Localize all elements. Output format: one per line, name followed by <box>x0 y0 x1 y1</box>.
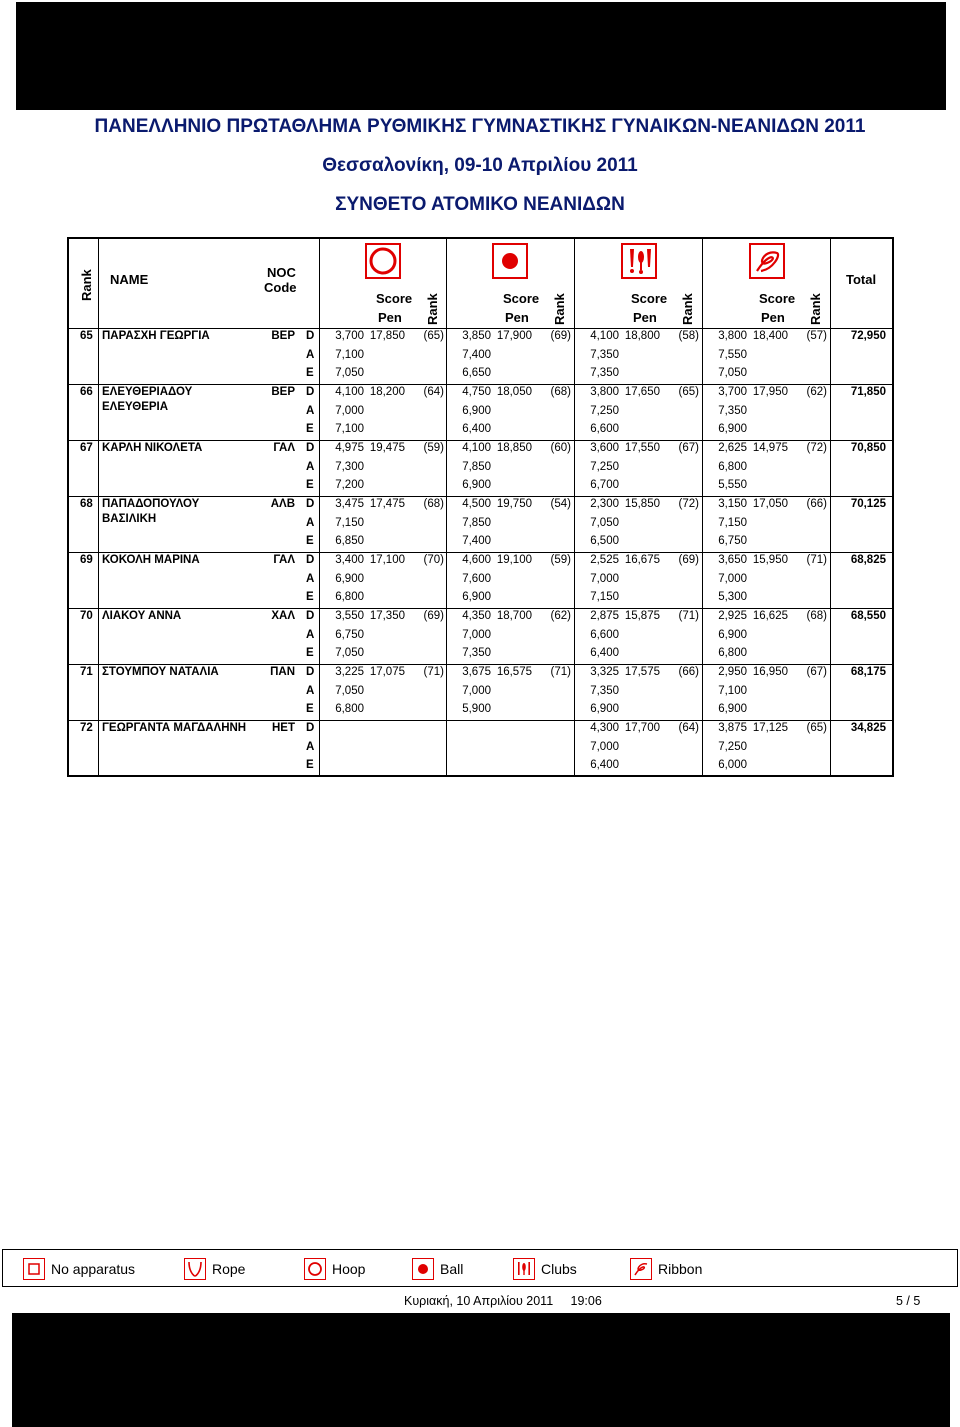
athlete-name: ΒΑΣΙΛΙΚΗ <box>102 513 157 525</box>
e-score: 6,800 <box>335 591 364 604</box>
e-score: 6,700 <box>590 479 619 492</box>
a-score: 7,250 <box>590 404 619 417</box>
athlete-noc: ΒΕΡ <box>271 386 295 398</box>
e-score: 7,400 <box>462 535 491 548</box>
athlete-name: ΠΑΠΑΔΟΠΟΥΛΟΥ <box>102 498 200 510</box>
d-score: 4,600 <box>462 554 491 566</box>
athlete-noc: ΑΛΒ <box>270 498 295 510</box>
line-label: D <box>306 442 315 454</box>
line-label: E <box>306 647 314 660</box>
rope-icon <box>184 1258 206 1280</box>
apparatus-rank: (72) <box>806 442 827 454</box>
d-score: 4,100 <box>335 386 364 398</box>
a-score: 7,100 <box>335 348 364 361</box>
top-banner <box>16 2 946 110</box>
apparatus-rank: (58) <box>678 330 699 342</box>
e-score: 7,350 <box>462 647 491 660</box>
d-score: 3,600 <box>590 442 619 454</box>
apparatus-score: 15,850 <box>624 498 660 510</box>
a-score: 7,000 <box>590 740 619 753</box>
line-label: A <box>306 740 315 753</box>
apparatus-rank: (59) <box>550 554 571 566</box>
apparatus-rank: (65) <box>678 386 699 398</box>
athlete-total: 34,825 <box>850 722 886 734</box>
athlete-name: ΚΑΡΛΗ ΝΙΚΟΛΕΤΑ <box>102 442 203 454</box>
clubs-icon <box>621 243 657 279</box>
d-score: 2,950 <box>718 666 747 678</box>
apparatus-rank-header: Rank <box>552 293 567 325</box>
line-label: D <box>306 610 315 622</box>
athlete-total: 70,125 <box>850 498 886 510</box>
apparatus-rank: (69) <box>423 610 444 622</box>
pen-header: Pen <box>378 310 402 325</box>
athlete-noc: ΓΑΛ <box>273 442 295 454</box>
apparatus-score: 17,950 <box>752 386 788 398</box>
e-score: 5,900 <box>462 703 491 716</box>
e-score: 6,900 <box>462 479 491 492</box>
apparatus-rank-header: Rank <box>680 293 695 325</box>
legend-ball: Ball <box>412 1255 463 1283</box>
hoop-icon <box>304 1258 326 1280</box>
apparatus-rank: (70) <box>423 554 444 566</box>
a-score: 7,000 <box>462 628 491 641</box>
e-score: 6,400 <box>590 759 619 772</box>
e-score: 7,050 <box>335 367 364 380</box>
athlete-total: 68,175 <box>850 666 886 678</box>
apparatus-score: 17,850 <box>369 330 405 342</box>
legend-ribbon: Ribbon <box>630 1255 702 1283</box>
apparatus-rank: (68) <box>806 610 827 622</box>
athlete-rank: 66 <box>80 386 93 398</box>
d-score: 3,650 <box>718 554 747 566</box>
d-score: 3,475 <box>335 498 364 510</box>
d-score: 3,875 <box>718 722 747 734</box>
apparatus-score: 16,675 <box>624 554 660 566</box>
athlete-rank: 72 <box>80 722 93 734</box>
athlete-name: ΕΛΕΥΘΕΡΙΑ <box>102 401 169 413</box>
apparatus-rank-header: Rank <box>425 293 440 325</box>
apparatus-score: 16,950 <box>752 666 788 678</box>
name-header: NAME <box>110 272 149 287</box>
score-header: Score <box>503 291 540 306</box>
a-score: 7,150 <box>718 516 747 529</box>
apparatus-rank: (54) <box>550 498 571 510</box>
apparatus-rank: (67) <box>806 666 827 678</box>
legend-no-apparatus: No apparatus <box>23 1255 135 1283</box>
apparatus-rank: (72) <box>678 498 699 510</box>
legend-rope: Rope <box>184 1255 245 1283</box>
athlete-noc: ΧΑΛ <box>271 610 295 622</box>
footer-page: 5 / 5 <box>896 1294 921 1308</box>
apparatus-score: 17,125 <box>752 722 788 734</box>
d-score: 4,975 <box>335 442 364 454</box>
line-label: D <box>306 666 315 678</box>
e-score: 6,400 <box>462 423 491 436</box>
rank-header: Rank <box>79 269 94 301</box>
e-score: 7,200 <box>335 479 364 492</box>
apparatus-rank: (59) <box>423 442 444 454</box>
line-label: E <box>306 367 314 380</box>
a-score: 7,400 <box>462 348 491 361</box>
athlete-total: 72,950 <box>850 330 886 342</box>
a-score: 7,350 <box>590 684 619 697</box>
ribbon-icon <box>630 1258 652 1280</box>
e-score: 6,400 <box>590 647 619 660</box>
e-score: 6,900 <box>590 703 619 716</box>
athlete-noc: ΒΕΡ <box>271 330 295 342</box>
e-score: 7,350 <box>590 367 619 380</box>
d-score: 4,100 <box>590 330 619 342</box>
a-score: 7,550 <box>718 348 747 361</box>
apparatus-legend <box>2 1249 958 1287</box>
apparatus-score: 17,050 <box>752 498 788 510</box>
apparatus-score: 16,575 <box>496 666 532 678</box>
line-label: D <box>306 722 315 734</box>
a-score: 7,250 <box>590 460 619 473</box>
line-label: A <box>306 628 315 641</box>
athlete-name: ΓΕΩΡΓΑΝΤΑ ΜΑΓΔΑΛΗΝΗ <box>102 722 247 734</box>
apparatus-rank: (71) <box>550 666 571 678</box>
no-apparatus-icon <box>23 1258 45 1280</box>
a-score: 6,900 <box>718 628 747 641</box>
apparatus-rank: (64) <box>423 386 444 398</box>
apparatus-rank: (60) <box>550 442 571 454</box>
apparatus-score: 15,875 <box>624 610 660 622</box>
e-score: 6,900 <box>718 423 747 436</box>
apparatus-rank-header: Rank <box>808 293 823 325</box>
apparatus-rank: (65) <box>423 330 444 342</box>
a-score: 7,600 <box>462 572 491 585</box>
d-score: 4,300 <box>590 722 619 734</box>
apparatus-rank: (62) <box>550 610 571 622</box>
apparatus-score: 17,575 <box>624 666 660 678</box>
apparatus-rank: (66) <box>678 666 699 678</box>
d-score: 3,700 <box>718 386 747 398</box>
apparatus-score: 18,800 <box>624 330 660 342</box>
a-score: 6,900 <box>335 572 364 585</box>
e-score: 6,900 <box>718 703 747 716</box>
line-label: D <box>306 554 315 566</box>
athlete-rank: 65 <box>80 330 93 342</box>
legend-hoop: Hoop <box>304 1255 365 1283</box>
score-header: Score <box>631 291 668 306</box>
apparatus-score: 17,550 <box>624 442 660 454</box>
d-score: 2,875 <box>590 610 619 622</box>
e-score: 7,050 <box>335 647 364 660</box>
d-score: 3,700 <box>335 330 364 342</box>
line-label: D <box>306 498 315 510</box>
athlete-noc: ΠΑΝ <box>270 666 295 678</box>
apparatus-rank: (71) <box>678 610 699 622</box>
apparatus-score: 17,075 <box>369 666 405 678</box>
apparatus-rank: (65) <box>806 722 827 734</box>
e-score: 6,000 <box>718 759 747 772</box>
d-score: 3,325 <box>590 666 619 678</box>
e-score: 7,100 <box>335 423 364 436</box>
a-score: 7,000 <box>718 572 747 585</box>
a-score: 6,800 <box>718 460 747 473</box>
line-label: E <box>306 535 314 548</box>
a-score: 6,600 <box>590 628 619 641</box>
total-header: Total <box>846 272 877 287</box>
apparatus-score: 17,700 <box>624 722 660 734</box>
line-label: A <box>306 460 315 473</box>
apparatus-rank: (67) <box>678 442 699 454</box>
a-score: 7,300 <box>335 460 364 473</box>
apparatus-score: 14,975 <box>752 442 788 454</box>
d-score: 3,225 <box>335 666 364 678</box>
e-score: 6,900 <box>462 591 491 604</box>
place-date: Θεσσαλονίκη, 09-10 Απριλίου 2011 <box>322 155 638 176</box>
d-score: 4,750 <box>462 386 491 398</box>
a-score: 6,900 <box>462 404 491 417</box>
athlete-name: ΠΑΡΑΣΧΗ ΓΕΩΡΓΙΑ <box>102 330 210 342</box>
apparatus-score: 18,050 <box>496 386 532 398</box>
e-score: 6,650 <box>462 367 491 380</box>
a-score: 7,350 <box>590 348 619 361</box>
line-label: E <box>306 703 314 716</box>
clubs-icon <box>513 1258 535 1280</box>
a-score: 7,350 <box>718 404 747 417</box>
noc-header: NOC <box>267 265 296 280</box>
hoop-icon <box>365 243 401 279</box>
apparatus-score: 17,650 <box>624 386 660 398</box>
a-score: 7,150 <box>335 516 364 529</box>
apparatus-rank: (71) <box>806 554 827 566</box>
pen-header: Pen <box>633 310 657 325</box>
e-score: 6,750 <box>718 535 747 548</box>
apparatus-score: 19,750 <box>496 498 532 510</box>
bottom-banner <box>12 1313 950 1427</box>
e-score: 7,150 <box>590 591 619 604</box>
athlete-total: 71,850 <box>850 386 886 398</box>
e-score: 5,300 <box>718 591 747 604</box>
apparatus-rank: (62) <box>806 386 827 398</box>
apparatus-score: 17,900 <box>496 330 532 342</box>
d-score: 2,625 <box>718 442 747 454</box>
apparatus-rank: (68) <box>550 386 571 398</box>
line-label: E <box>306 423 314 436</box>
d-score: 2,525 <box>590 554 619 566</box>
athlete-name: ΛΙΑΚΟΥ ΑΝΝΑ <box>102 610 182 622</box>
apparatus-score: 16,625 <box>752 610 788 622</box>
d-score: 2,925 <box>718 610 747 622</box>
apparatus-rank: (69) <box>678 554 699 566</box>
apparatus-score: 18,700 <box>496 610 532 622</box>
apparatus-rank: (68) <box>423 498 444 510</box>
e-score: 7,050 <box>718 367 747 380</box>
d-score: 4,100 <box>462 442 491 454</box>
apparatus-score: 15,950 <box>752 554 788 566</box>
a-score: 7,100 <box>718 684 747 697</box>
d-score: 3,550 <box>335 610 364 622</box>
athlete-total: 70,850 <box>850 442 886 454</box>
pen-header: Pen <box>761 310 785 325</box>
d-score: 3,850 <box>462 330 491 342</box>
d-score: 4,500 <box>462 498 491 510</box>
athlete-rank: 70 <box>80 610 93 622</box>
legend-clubs: Clubs <box>513 1255 577 1283</box>
line-label: A <box>306 516 315 529</box>
athlete-noc: ΗΕΤ <box>272 722 295 734</box>
apparatus-score: 17,475 <box>369 498 405 510</box>
results-table <box>67 237 894 777</box>
d-score: 2,300 <box>590 498 619 510</box>
line-label: E <box>306 591 314 604</box>
e-score: 6,500 <box>590 535 619 548</box>
a-score: 7,000 <box>590 572 619 585</box>
code-header: Code <box>264 280 297 295</box>
athlete-total: 68,825 <box>850 554 886 566</box>
apparatus-score: 19,475 <box>369 442 405 454</box>
e-score: 6,850 <box>335 535 364 548</box>
a-score: 7,050 <box>590 516 619 529</box>
ball-icon <box>492 243 528 279</box>
athlete-noc: ΓΑΛ <box>273 554 295 566</box>
apparatus-score: 18,850 <box>496 442 532 454</box>
a-score: 7,000 <box>462 684 491 697</box>
e-score: 5,550 <box>718 479 747 492</box>
athlete-rank: 71 <box>80 666 93 678</box>
athlete-rank: 67 <box>80 442 93 454</box>
footer-datetime: Κυριακή, 10 Απριλίου 2011 19:06 <box>404 1294 602 1308</box>
apparatus-rank: (57) <box>806 330 827 342</box>
d-score: 3,800 <box>718 330 747 342</box>
athlete-name: ΕΛΕΥΘΕΡΙΑΔΟΥ <box>102 386 193 398</box>
apparatus-score: 17,100 <box>369 554 405 566</box>
a-score: 7,000 <box>335 404 364 417</box>
line-label: A <box>306 348 315 361</box>
line-label: A <box>306 404 315 417</box>
a-score: 7,850 <box>462 460 491 473</box>
ribbon-icon <box>749 243 785 279</box>
a-score: 6,750 <box>335 628 364 641</box>
athlete-total: 68,550 <box>850 610 886 622</box>
apparatus-score: 17,350 <box>369 610 405 622</box>
d-score: 3,800 <box>590 386 619 398</box>
apparatus-rank: (71) <box>423 666 444 678</box>
apparatus-rank: (66) <box>806 498 827 510</box>
line-label: A <box>306 684 315 697</box>
e-score: 6,800 <box>718 647 747 660</box>
a-score: 7,250 <box>718 740 747 753</box>
apparatus-rank: (69) <box>550 330 571 342</box>
event-title: ΣΥΝΘΕΤΟ ΑΤΟΜΙΚΟ ΝΕΑΝΙΔΩΝ <box>335 194 625 215</box>
line-label: D <box>306 386 315 398</box>
athlete-name: ΣΤΟΥΜΠΟΥ ΝΑΤΑΛΙΑ <box>102 666 219 678</box>
ball-icon <box>412 1258 434 1280</box>
athlete-rank: 69 <box>80 554 93 566</box>
e-score: 6,800 <box>335 703 364 716</box>
pen-header: Pen <box>505 310 529 325</box>
apparatus-score: 19,100 <box>496 554 532 566</box>
d-score: 4,350 <box>462 610 491 622</box>
d-score: 3,400 <box>335 554 364 566</box>
apparatus-score: 18,400 <box>752 330 788 342</box>
line-label: E <box>306 479 314 492</box>
e-score: 6,600 <box>590 423 619 436</box>
d-score: 3,675 <box>462 666 491 678</box>
athlete-rank: 68 <box>80 498 93 510</box>
score-header: Score <box>376 291 413 306</box>
score-header: Score <box>759 291 796 306</box>
a-score: 7,050 <box>335 684 364 697</box>
d-score: 3,150 <box>718 498 747 510</box>
apparatus-score: 18,200 <box>369 386 405 398</box>
line-label: A <box>306 572 315 585</box>
line-label: E <box>306 759 314 772</box>
line-label: D <box>306 330 315 342</box>
apparatus-rank: (64) <box>678 722 699 734</box>
championship-title: ΠΑΝΕΛΛΗΝΙΟ ΠΡΩΤΑΘΛΗΜΑ ΡΥΘΜΙΚΗΣ ΓΥΜΝΑΣΤΙΚΗΣ ΓΥΝΑΙΚΩΝ-ΝΕΑΝΙΔΩΝ 2011 <box>94 116 866 137</box>
a-score: 7,850 <box>462 516 491 529</box>
athlete-name: ΚΟΚΟΛΗ ΜΑΡΙΝΑ <box>102 554 200 566</box>
